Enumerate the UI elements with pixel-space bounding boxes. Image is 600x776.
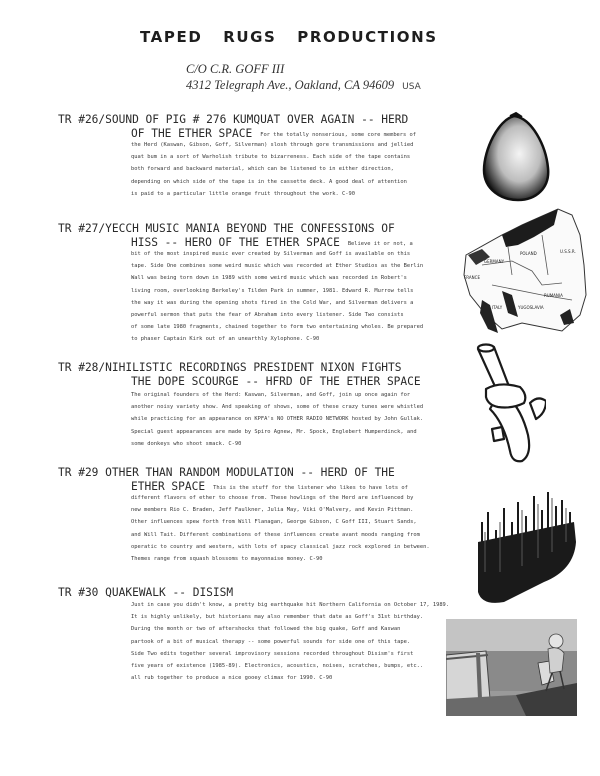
description-line: It is highly unlikely, but historians may also remember that date as Goff's 31st birthday. xyxy=(131,614,424,621)
description-line: of some late 1980 fragments, chained together to form two entertaining wholes. Be prepared xyxy=(131,324,424,331)
description-line: Side Two edits together several improvisory sessions recorded throughout Disism's first xyxy=(131,650,414,657)
map-label: POLAND xyxy=(520,251,537,256)
kumquat-illustration-icon xyxy=(480,110,552,202)
entry-heading: TR #30 QUAKEWALK -- DISISM xyxy=(58,586,234,599)
entry-heading: TR #29 OTHER THAN RANDOM MODULATION -- HERD OF THE xyxy=(58,466,395,479)
description-line: operatic to country and western, with lots of spacy classical jazz rock explored in between. xyxy=(131,543,430,550)
description-line: five years of existence (1985-89). Electronics, acoustics, noises, scratches, bumps, etc.. xyxy=(131,663,424,670)
address-street xyxy=(186,78,421,93)
description-line: some donkeys who shoot smack. C-90 xyxy=(131,440,242,447)
description-line: bit of the most inspired music ever created by Silverman and Goff is available on this xyxy=(131,251,411,257)
description-line: partook of a bit of musical therapy -- some powerful sounds for side one of this tape. xyxy=(131,638,411,645)
city-spires-illustration-icon xyxy=(474,482,578,606)
description-line: new members Rio C. Braden, Jeff Faulkner, Julia May, Viki O'Malvery, and Kevin Pittman. xyxy=(131,507,414,514)
description-line: Just in case you didn't know, a pretty big earthquake hit Northern California on October 17, 1989. xyxy=(131,602,450,608)
map-label: U.S.S.R. xyxy=(560,249,576,254)
description-line: different flavors of ether to choose from. These howlings of the Herd are influenced by xyxy=(131,495,414,501)
address-street-text: 4312 Telegraph Ave., Oakland, CA 94609 xyxy=(186,78,395,92)
address-country: USA xyxy=(402,82,421,92)
europe-map-illustration-icon xyxy=(462,205,594,335)
map-label: ITALY xyxy=(492,305,503,310)
description-line: the Herd (Kaswan, Gibson, Goff, Silverman) slosh through gore transmissions and jellied xyxy=(131,142,414,148)
map-label: RUMANIA xyxy=(544,293,563,298)
entry-heading-line2: ETHER SPACE xyxy=(131,480,206,493)
entry-description-start: For the totally nonserious, some core members of xyxy=(260,132,417,138)
entry-description xyxy=(131,248,423,346)
map-label: YUGOSLAVIA xyxy=(518,305,544,310)
entry-heading: TR #26/SOUND OF PIG # 276 KUMQUAT OVER AGAIN -- HERD xyxy=(58,113,409,126)
entry-heading-line2: THE DOPE SCOURGE -- HFRD OF THE ETHER SPACE xyxy=(131,375,421,388)
description-line: depending on which side of the tape is in the cassette deck. A good deal of attention xyxy=(131,178,407,185)
description-line: Themes range from squash blossoms to mayonnaise money. C-90 xyxy=(131,556,323,563)
description-line: Special guest appearances are made by Spiro Agnew, Mr. Spock, Englebert Humperdinck, and xyxy=(131,428,417,435)
description-line: another noisy variety show. And speaking of shows, some of these crazy tunes were whistled xyxy=(131,404,424,411)
entry-heading-line2: OF THE ETHER SPACE xyxy=(131,127,253,140)
entry-description xyxy=(131,139,413,200)
description-line: all rub together to produce a nice gooey climax for 1990. C-90 xyxy=(131,675,333,682)
description-line: tape. Side One combines some weird music which was recorded at Ether Studios as the Berlin xyxy=(131,263,424,270)
entry-heading: TR #28/NIHILISTIC RECORDINGS PRESIDENT NIXON FIGHTS xyxy=(58,361,402,374)
address-care-of: C/O C.R. GOFF III xyxy=(186,62,285,76)
entry-description xyxy=(131,389,423,450)
company-title: TAPED RUGS PRODUCTIONS xyxy=(140,28,438,46)
description-line: and Will Tait. Different combinations of these influences create avant moods ranging from xyxy=(131,531,420,538)
description-line: while practicing for an appearance on KPFA's NO OTHER RADIO NETWORK hosted by John Gullak. xyxy=(131,416,424,423)
description-line: living room, overlooking Berkeley's Tilden Park in summer, 1981. Edward R. Murrow tells xyxy=(131,287,414,294)
description-line: powerful sermon that puts the fear of Abraham into every listener. Side Two consists xyxy=(131,312,404,319)
description-line: to phaser Captain Kirk out of an unearthly Xylophone. C-90 xyxy=(131,336,320,343)
entry-description-start: This is the stuff for the listener who likes to have lots of xyxy=(213,485,408,491)
entry-heading: TR #27/YECCH MUSIC MANIA BEYOND THE CONFESSIONS OF xyxy=(58,222,395,235)
entry-description xyxy=(131,492,430,565)
entry-description xyxy=(131,599,449,684)
entry-heading-line2: HISS -- HERO OF THE ETHER SPACE xyxy=(131,236,340,249)
description-line: the way it was during the opening shots fired in the Cold War, and Silverman delivers a xyxy=(131,299,414,306)
hand-holding-pipe-illustration-icon xyxy=(476,343,546,465)
description-line: During the month or two of aftershocks that followed the big quake, Goff and Kaswan xyxy=(131,626,401,633)
entry-description-start: Believe it or not, a xyxy=(347,241,413,247)
description-line: both forward and backward material, which can be listened to in either direction, xyxy=(131,166,394,173)
map-label: FRANCE xyxy=(464,275,480,280)
description-line: Other influences spew forth from Will Flanagan, George Gibson, C Goff III, Stuart Sands, xyxy=(131,519,417,526)
map-label: GERMANY xyxy=(484,259,505,264)
description-line: Wall was being torn down in 1989 with some weird music which was recorded in Robert's xyxy=(131,275,407,282)
description-line: quat bum in a sort of Warholish tribute to bizarreness. Each side of the tape contains xyxy=(131,154,411,161)
description-line: The original founders of the Herd: Kaswan, Silverman, and Goff, join up once again for xyxy=(131,392,411,398)
collapsed-freeway-photo-icon xyxy=(446,619,577,716)
description-line: is paid to a particular little orange fruit throughout the work. C-90 xyxy=(131,190,355,197)
